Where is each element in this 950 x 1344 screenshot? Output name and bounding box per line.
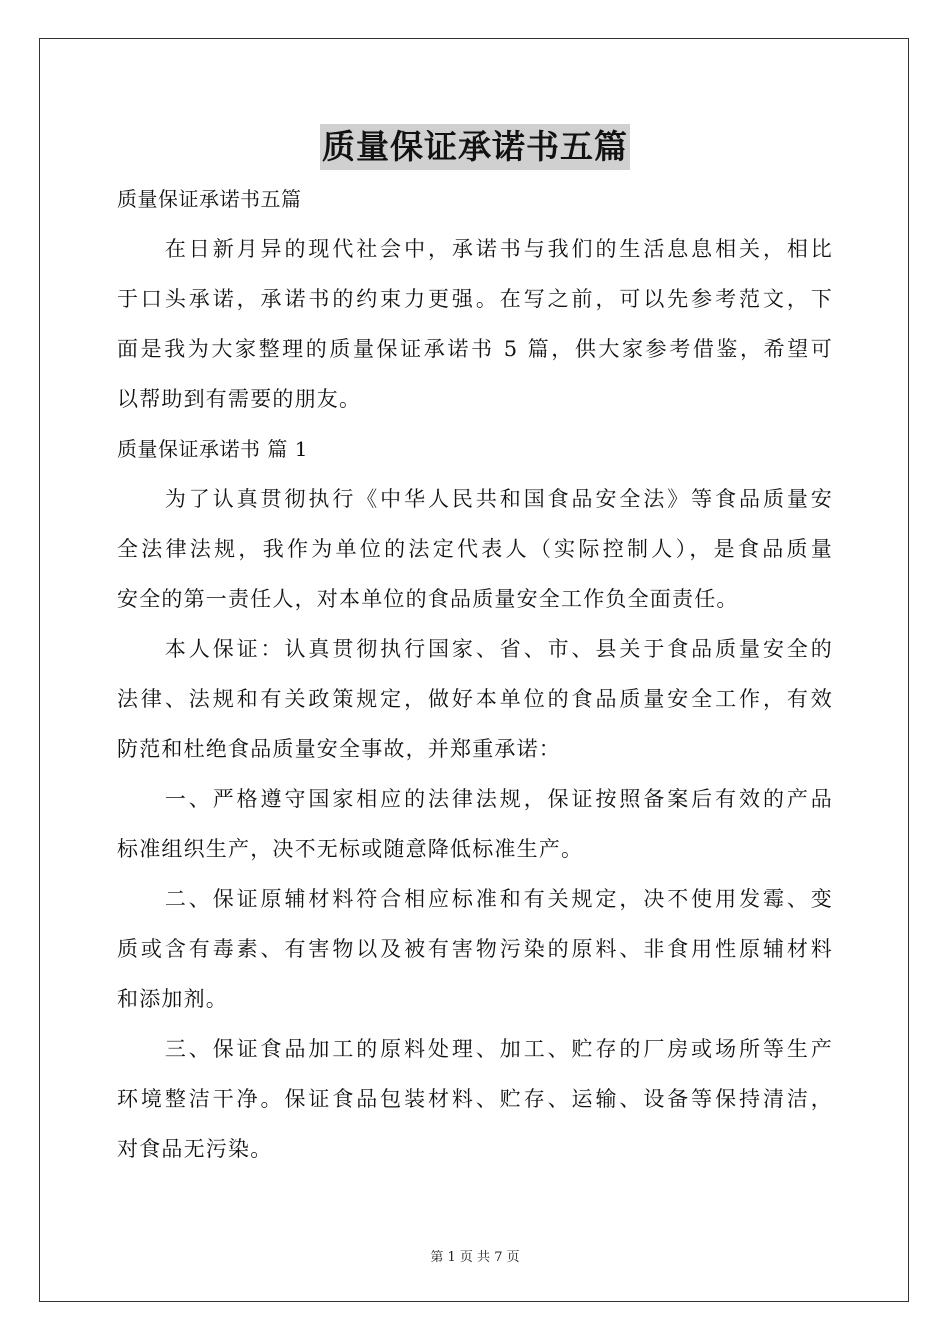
paragraph-line: 在日新月异的现代社会中，承诺书与我们的生活息息相关，相比: [117, 237, 833, 261]
paragraph-line: 三、保证食品加工的原料处理、加工、贮存的厂房或场所等生产: [117, 1037, 833, 1061]
paragraph-line: 面是我为大家整理的质量保证承诺书 5 篇，供大家参考借鉴，希望可: [117, 337, 833, 361]
paragraph-line: 全法律法规，我作为单位的法定代表人（实际控制人），是食品质量: [117, 537, 833, 561]
paragraph-line: 质或含有毒素、有害物以及被有害物污染的原料、非食用性原辅材料: [117, 937, 833, 961]
paragraph-line: 为了认真贯彻执行《中华人民共和国食品安全法》等食品质量安: [117, 487, 833, 511]
section-heading: 质量保证承诺书 篇 1: [117, 437, 308, 461]
paragraph-line: 以帮助到有需要的朋友。: [117, 387, 362, 411]
paragraph-line: 安全的第一责任人，对本单位的食品质量安全工作负全面责任。: [117, 587, 739, 611]
paragraph-line: 法律、法规和有关政策规定，做好本单位的食品质量安全工作，有效: [117, 687, 833, 711]
document-title: 质量保证承诺书五篇: [320, 124, 630, 170]
paragraph-line: 和添加剂。: [117, 987, 228, 1011]
paragraph-line: 防范和杜绝食品质量安全事故，并郑重承诺：: [117, 737, 561, 761]
document-body: [117, 174, 833, 1174]
title-container: [0, 124, 950, 170]
paragraph-line: 于口头承诺，承诺书的约束力更强。在写之前，可以先参考范文，下: [117, 287, 833, 311]
paragraph-line: 本人保证：认真贯彻执行国家、省、市、县关于食品质量安全的: [117, 637, 833, 661]
subtitle-line: 质量保证承诺书五篇: [117, 187, 302, 211]
paragraph-line: 对食品无污染。: [117, 1137, 273, 1161]
paragraph-line: 环境整洁干净。保证食品包装材料、贮存、运输、设备等保持清洁，: [117, 1087, 833, 1111]
paragraph-line: 一、严格遵守国家相应的法律法规，保证按照备案后有效的产品: [117, 787, 833, 811]
page-footer: 第 1 页 共 7 页: [430, 1250, 520, 1265]
paragraph-line: 标准组织生产，决不无标或随意降低标准生产。: [117, 837, 584, 861]
paragraph-line: 二、保证原辅材料符合相应标准和有关规定，决不使用发霉、变: [117, 887, 833, 911]
